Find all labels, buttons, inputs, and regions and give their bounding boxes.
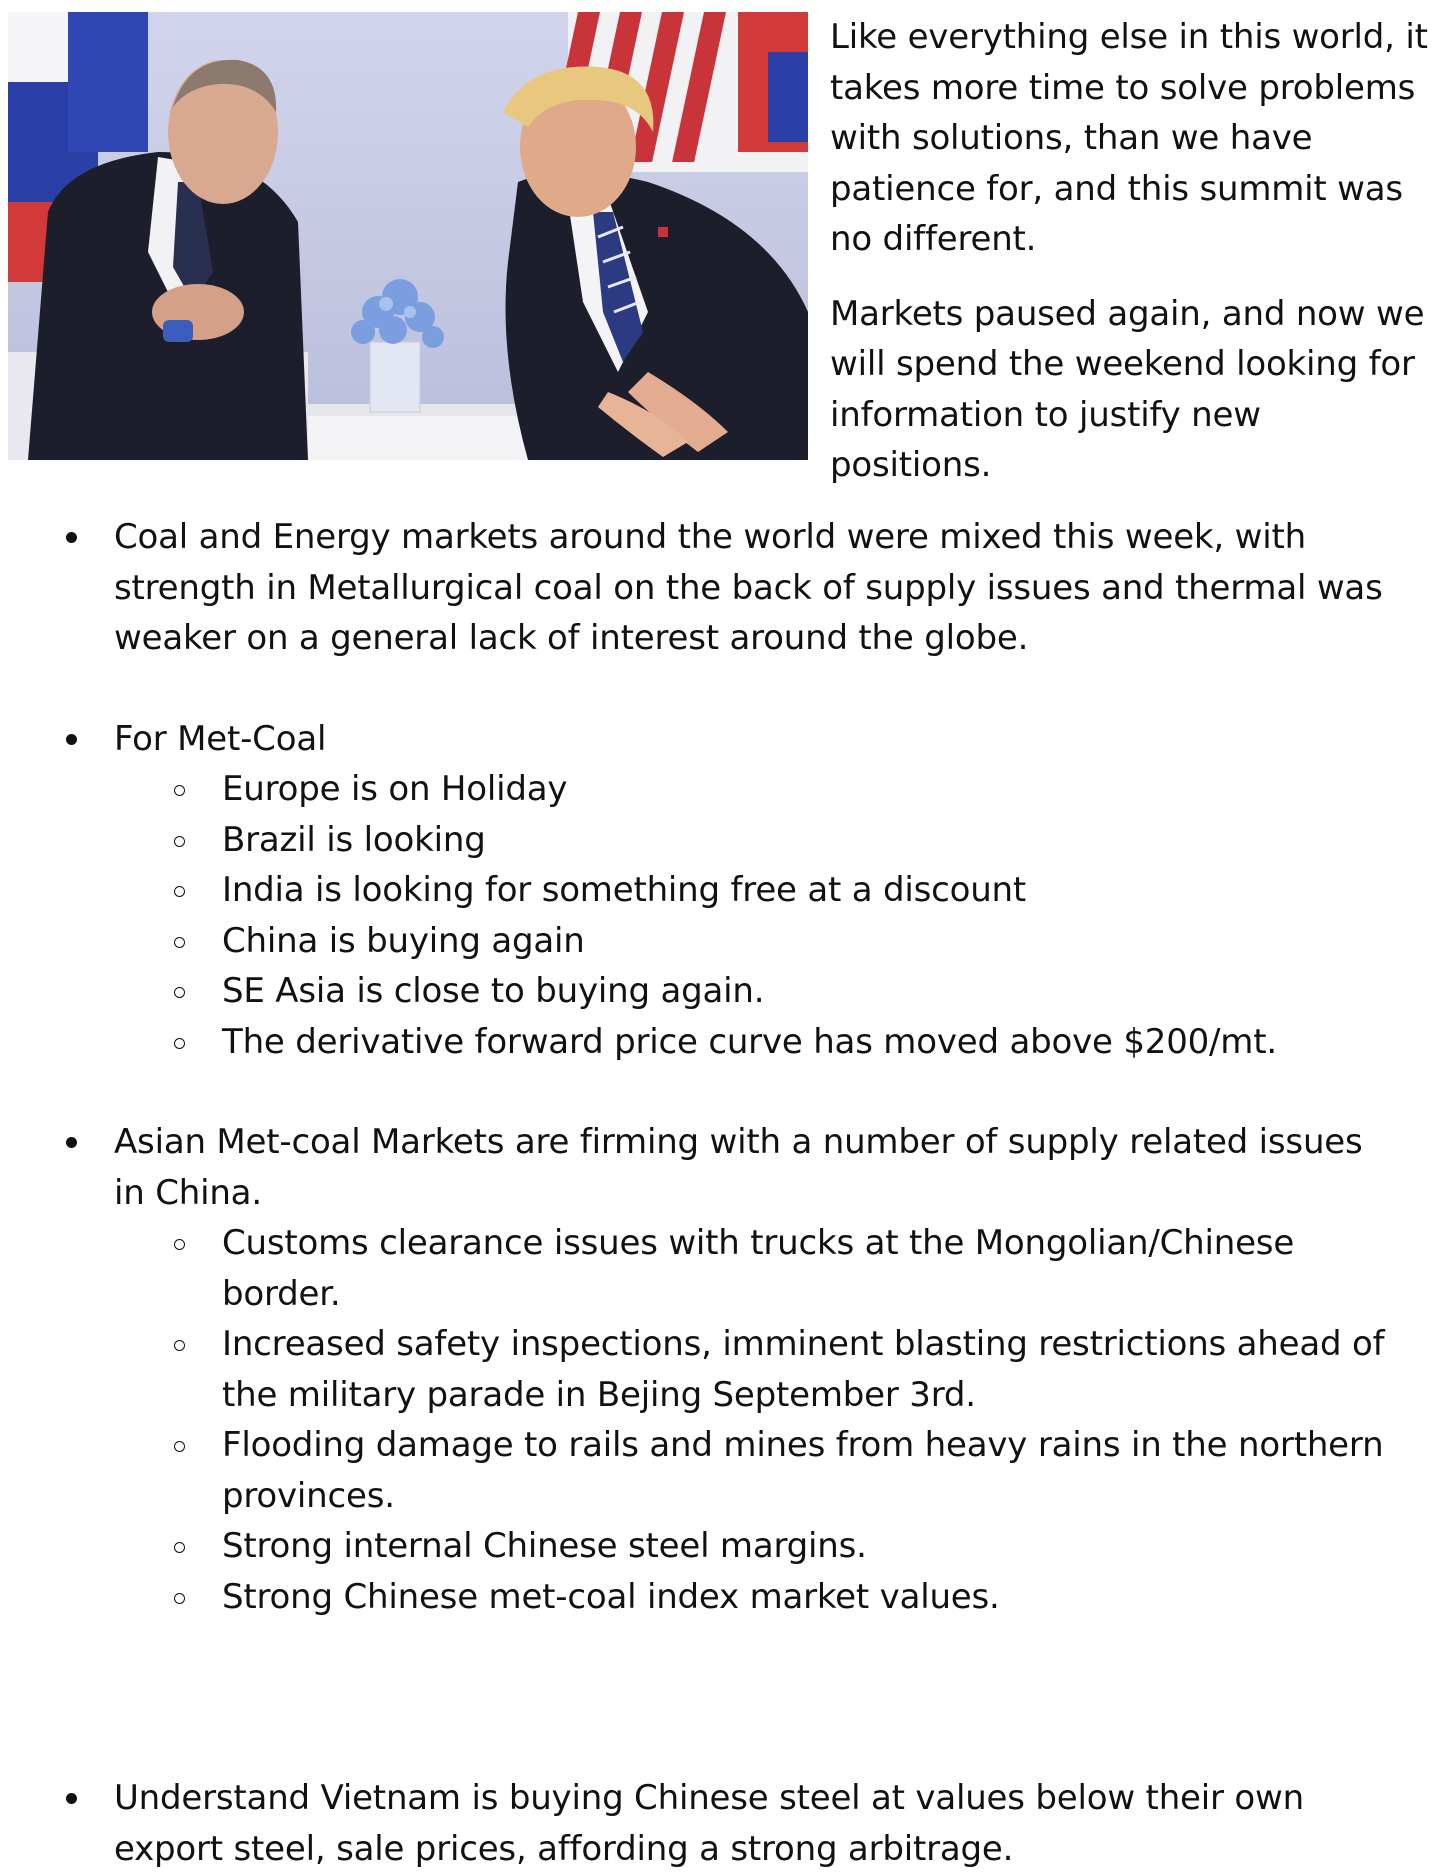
sub-item-text: The derivative forward price curve has moved above $200/mt. <box>222 1021 1277 1062</box>
sub-item-text: Europe is on Holiday <box>222 769 568 809</box>
sub-list <box>114 764 1402 1067</box>
sub-item <box>114 764 1402 815</box>
sub-item-text: SE Asia is close to buying again. <box>222 971 765 1011</box>
summit-photo-illustration <box>8 12 808 460</box>
circle-bullet-icon <box>174 1038 185 1049</box>
circle-bullet-icon <box>174 987 185 998</box>
bullet-dot-icon <box>66 1793 77 1804</box>
circle-bullet-icon <box>174 937 185 948</box>
sub-item <box>114 1017 1402 1068</box>
sub-item-text: Brazil is looking <box>222 819 486 860</box>
sub-item <box>114 1521 1402 1572</box>
circle-bullet-icon <box>174 1542 185 1553</box>
sub-item-text: China is buying again <box>222 920 585 961</box>
sub-item <box>114 815 1402 866</box>
intro-text <box>830 12 1430 491</box>
bullet-dot-icon <box>66 734 77 745</box>
sub-item <box>114 1218 1402 1319</box>
sub-item <box>114 1572 1402 1623</box>
circle-bullet-icon <box>174 836 185 847</box>
summit-photo <box>8 12 808 460</box>
circle-bullet-icon <box>174 1340 185 1351</box>
bullet-vietnam <box>62 1773 1402 1874</box>
sub-item <box>114 1420 1402 1521</box>
sub-item-text: Customs clearance issues with trucks at the Mongolian/Chinese border. <box>222 1223 1295 1314</box>
bullet-text: Asian Met-coal Markets are firming with a number of supply related issues in China. <box>114 1122 1363 1213</box>
bullet-text: Coal and Energy markets around the world were mixed this week, with strength in Metallurgical coal on the back of supply issues and thermal was weaker on a general lack of interest around the globe. <box>114 517 1383 658</box>
circle-bullet-icon <box>174 886 185 897</box>
sub-item <box>114 1319 1402 1420</box>
circle-bullet-icon <box>174 1239 185 1250</box>
circle-bullet-icon <box>174 1441 185 1452</box>
sub-item-text: Strong Chinese met-coal index market values. <box>222 1576 1000 1617</box>
sub-list <box>114 1218 1402 1622</box>
sub-item-text: Strong internal Chinese steel margins. <box>222 1526 867 1566</box>
bullet-asian-met-coal <box>62 1117 1402 1622</box>
sub-item-text: India is looking for something free at a discount <box>222 870 1027 910</box>
bullet-text: For Met-Coal <box>114 718 327 759</box>
sub-item <box>114 865 1402 916</box>
bullet-dot-icon <box>66 532 77 543</box>
sub-item-text: Flooding damage to rails and mines from heavy rains in the northern provinces. <box>222 1425 1384 1516</box>
bullet-coal-energy <box>62 512 1402 664</box>
bullet-text: Understand Vietnam is buying Chinese steel at values below their own export steel, sale prices, affording a strong arbitrage. <box>114 1778 1304 1869</box>
sub-item <box>114 966 1402 1017</box>
bullet-list <box>62 512 1402 1874</box>
bullet-dot-icon <box>66 1137 77 1148</box>
sub-item-text: Increased safety inspections, imminent blasting restrictions ahead of the military parade in Bejing September 3rd. <box>222 1324 1385 1415</box>
circle-bullet-icon <box>174 785 185 796</box>
circle-bullet-icon <box>174 1593 185 1604</box>
sub-item <box>114 916 1402 967</box>
intro-paragraph-1: Like everything else in this world, it takes more time to solve problems with solutions, than we have patience for, and this summit was no different. <box>830 17 1428 259</box>
bullet-met-coal <box>62 714 1402 1068</box>
intro-paragraph-2: Markets paused again, and now we will spend the weekend looking for information to justify new positions. <box>830 293 1425 485</box>
